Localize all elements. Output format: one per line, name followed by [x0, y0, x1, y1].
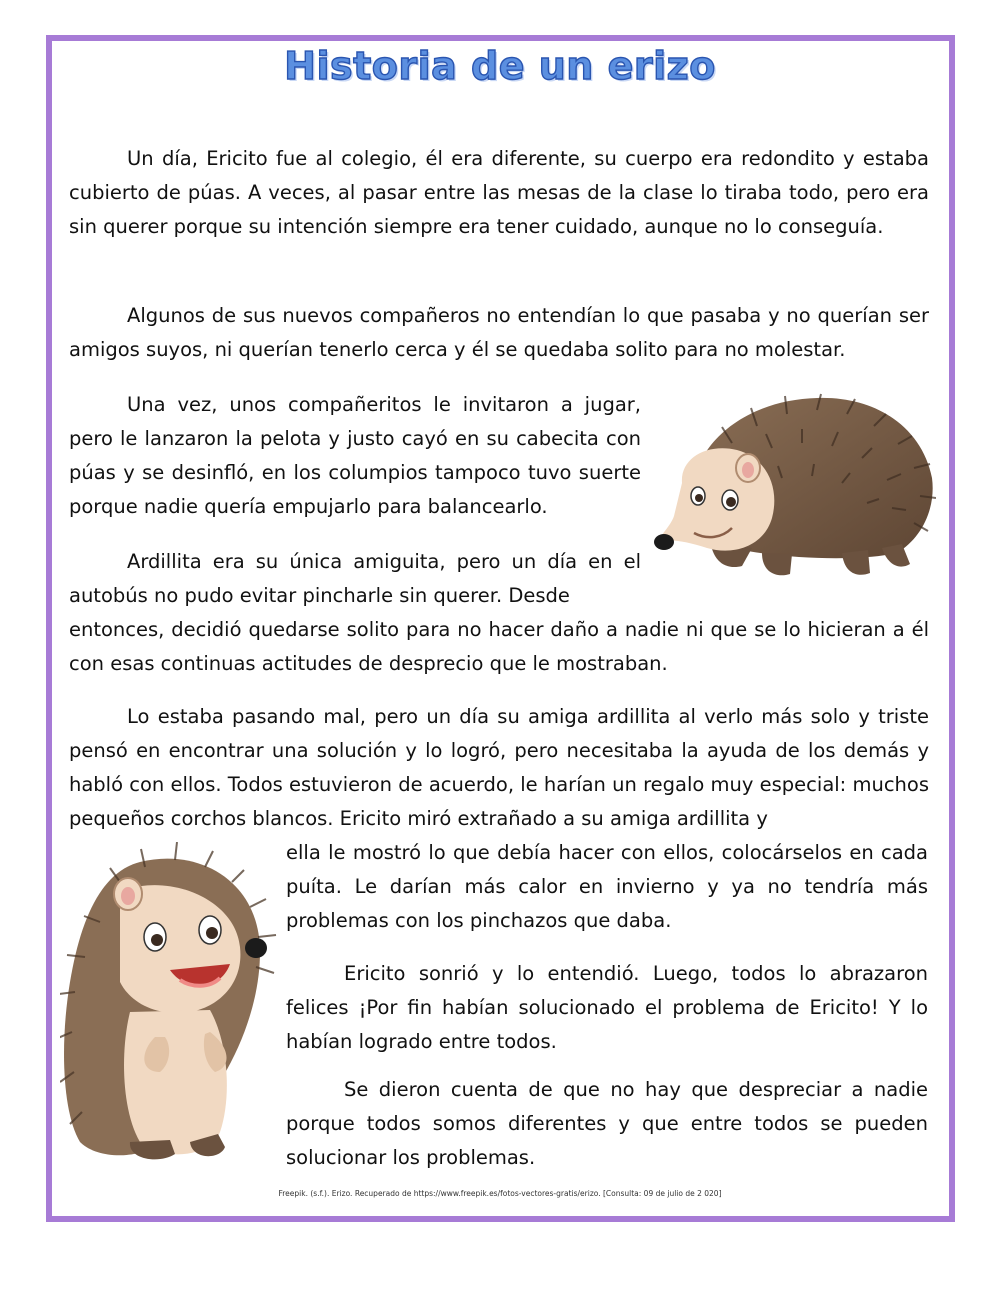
- paragraph-6-text: Ericito sonrió y lo entendió. Luego, todos lo abrazaron felices ¡Por fin habían solucionado el problema de Ericito! Y lo habían logrado entre todos.: [286, 962, 928, 1053]
- paragraph-3: [69, 388, 641, 524]
- paragraph-6: [286, 957, 928, 1059]
- paragraph-3-text: Una vez, unos compañeritos le invitaron a jugar, pero le lanzaron la pelota y justo cayó en su cabecita con púas y se desinfló, en los columpios tampoco tuvo suerte porque nadie quería empujarlo para balancearlo.: [69, 393, 641, 518]
- paragraph-1-text: Un día, Ericito fue al colegio, él era diferente, su cuerpo era redondito y estaba cubierto de púas. A veces, al pasar entre las mesas de la clase lo tiraba todo, pero era sin querer porque su intención siempre era tener cuidado, aunque no lo conseguía.: [69, 147, 929, 238]
- hedgehog-walking-image: [652, 388, 936, 588]
- page-title: Historia de un erizo: [284, 44, 716, 88]
- paragraph-1: [69, 142, 929, 244]
- paragraph-2-text: Algunos de sus nuevos compañeros no entendían lo que pasaba y no querían ser amigos suyos, ni querían tenerlo cerca y él se quedaba solito para no molestar.: [69, 304, 929, 361]
- paragraph-5-end-text: ella le mostró lo que debía hacer con ellos, colocárselos en cada puíta. Le darían más calor en invierno y ya no tendría más problemas con los pinchazos que daba.: [286, 841, 928, 932]
- paragraph-5-start: [69, 700, 929, 836]
- image-credit: Freepik. (s.f.). Erizo. Recuperado de https://www.freepik.es/fotos-vectores-gratis/erizo. [Consulta: 09 de julio de 2 020]: [278, 1189, 722, 1198]
- paragraph-4-start-text: Ardillita era su única amiguita, pero un día en el autobús no pudo evitar pincharle sin querer. Desde: [69, 550, 641, 607]
- paragraph-5-end: [286, 836, 928, 938]
- paragraph-2: [69, 299, 929, 367]
- paragraph-4-end: [69, 613, 929, 681]
- paragraph-5-start-text: Lo estaba pasando mal, pero un día su amiga ardillita al verlo más solo y triste pensó en encontrar una solución y lo logró, pero necesitaba la ayuda de los demás y habló con ellos. Todos estuvieron de acuerdo, le harían un regalo muy especial: muchos pequeños corchos blancos. Ericito miró extrañado a su amiga ardillita y: [69, 705, 929, 830]
- paragraph-7: [286, 1073, 928, 1175]
- hedgehog-standing-image: [60, 842, 282, 1172]
- paragraph-7-text: Se dieron cuenta de que no hay que despreciar a nadie porque todos somos diferentes y que entre todos se pueden solucionar los problemas.: [286, 1078, 928, 1169]
- paragraph-4-start: [69, 545, 641, 613]
- paragraph-4-end-text: entonces, decidió quedarse solito para no hacer daño a nadie ni que se lo hicieran a él con esas continuas actitudes de desprecio que le mostraban.: [69, 618, 929, 675]
